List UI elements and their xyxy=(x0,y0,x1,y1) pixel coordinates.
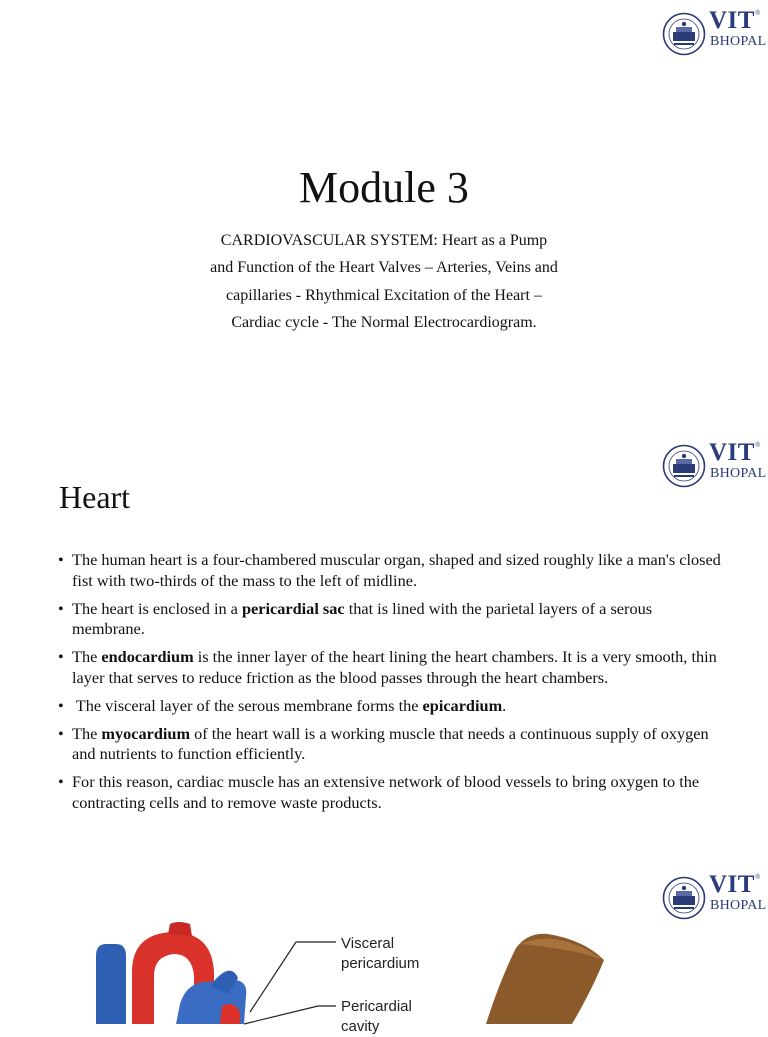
slide-heart xyxy=(0,432,768,864)
module-title: Module 3 xyxy=(299,163,469,212)
logo-vit-text: VIT® xyxy=(709,7,761,34)
subtitle-line: Cardiac cycle - The Normal Electrocardiogram. xyxy=(231,313,537,331)
vit-seal-icon xyxy=(662,444,706,488)
vit-logo xyxy=(662,7,768,56)
subtitle-line: CARDIOVASCULAR SYSTEM: Heart as a Pump xyxy=(220,232,548,249)
slide-pericardium xyxy=(0,864,768,1035)
label-pericardial-cavity: Pericardial cavity xyxy=(341,998,412,1035)
bullet-list xyxy=(58,550,722,821)
subtitle-line: and Function of the Heart Valves – Arteries, Veins and xyxy=(210,259,558,277)
slide-title xyxy=(0,0,768,432)
pericardium-tissue-shape xyxy=(486,934,604,1024)
logo-location-text: BHOPAL xyxy=(710,34,767,49)
bullet-item: • The visceral layer of the serous membrane forms the epicardium. xyxy=(58,696,722,717)
vein-shape xyxy=(96,944,126,1024)
bullet-item: • For this reason, cardiac muscle has an extensive network of blood vessels to bring oxygen to the contracting cells and to remove waste products. xyxy=(58,772,722,813)
slide-heading: Heart xyxy=(59,479,131,515)
logo-location-text: BHOPAL xyxy=(710,466,767,481)
bullet-item: • The heart is enclosed in a pericardial sac that is lined with the parietal layers of a serous membrane. xyxy=(58,599,722,640)
logo-vit-text: VIT® xyxy=(709,439,761,466)
module-subtitle xyxy=(150,227,618,336)
bullet-item: • The endocardium is the inner layer of the heart lining the heart chambers. It is a very smooth, thin layer that serves to reduce friction as the blood passes through the heart chambers. xyxy=(58,647,722,688)
vit-logo xyxy=(662,439,768,488)
bullet-item: • The human heart is a four-chambered muscular organ, shaped and sized roughly like a man's closed fist with two-thirds of the mass to the left of midline. xyxy=(58,550,722,591)
subtitle-line: capillaries - Rhythmical Excitation of the Heart – xyxy=(226,286,542,304)
leader-line xyxy=(244,1006,318,1024)
leader-line xyxy=(250,942,296,1012)
logo-location-text: BHOPAL xyxy=(710,898,767,913)
logo-vit-text: VIT® xyxy=(709,871,761,898)
label-visceral-pericardium: Visceral pericardium xyxy=(341,935,420,972)
bullet-item: • The myocardium of the heart wall is a working muscle that needs a continuous supply of oxygen and nutrients to function efficiently. xyxy=(58,724,722,765)
vit-seal-icon xyxy=(662,12,706,56)
